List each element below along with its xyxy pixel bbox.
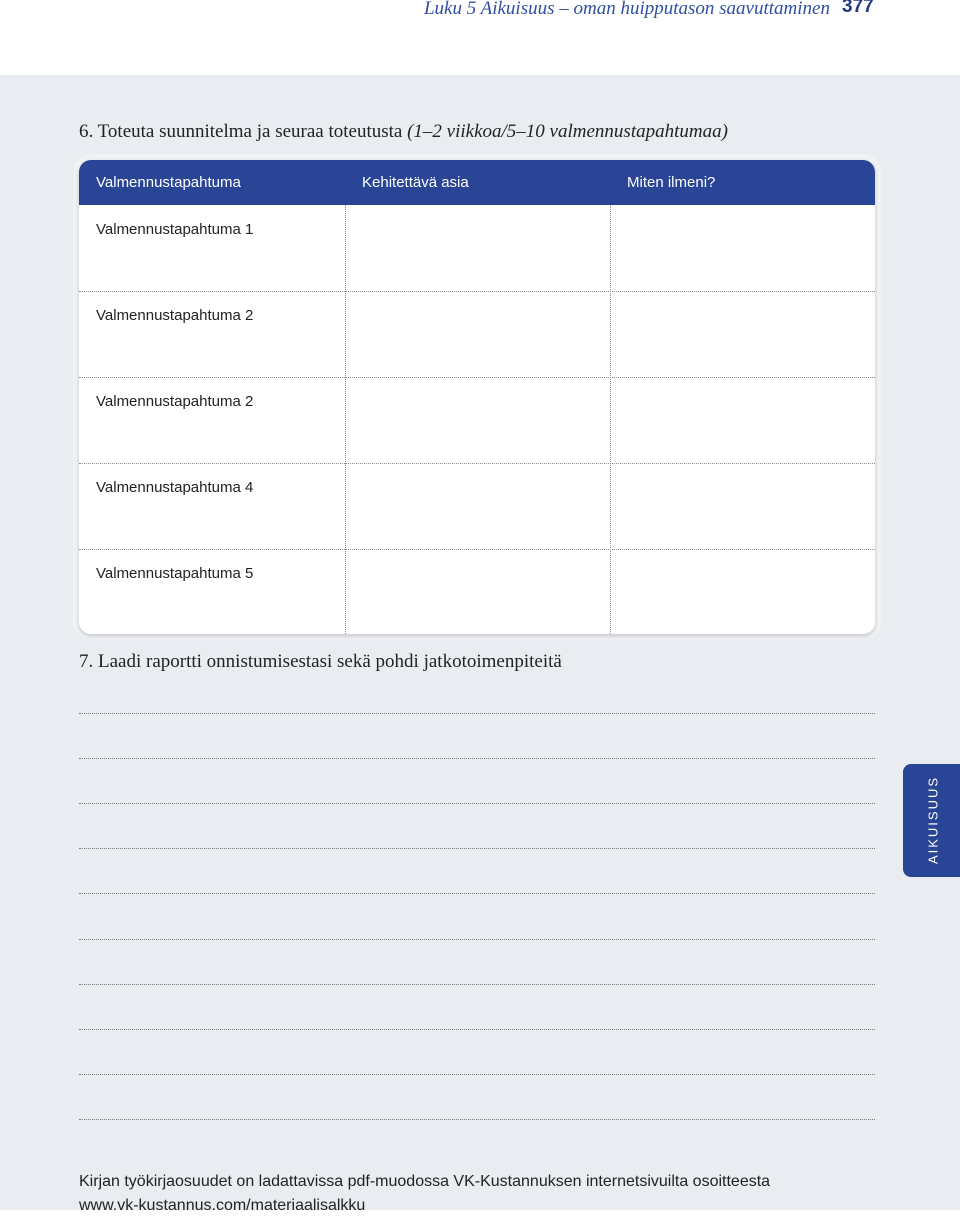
writing-line[interactable] bbox=[79, 1029, 875, 1030]
writing-line[interactable] bbox=[79, 893, 875, 894]
table-header-row bbox=[79, 160, 875, 205]
column-header-how-shown: Miten ilmeni? bbox=[627, 174, 716, 191]
section-6-title bbox=[79, 121, 728, 143]
column-header-issue: Kehitettävä asia bbox=[362, 174, 469, 191]
issue-cell-4[interactable] bbox=[347, 465, 609, 548]
row-label-event-1: Valmennustapahtuma 1 bbox=[96, 221, 254, 238]
issue-cell-1[interactable] bbox=[347, 206, 609, 290]
coaching-log-table bbox=[79, 160, 875, 634]
writing-line[interactable] bbox=[79, 803, 875, 804]
column-header-event: Valmennustapahtuma bbox=[96, 174, 241, 191]
chapter-side-tab bbox=[903, 764, 960, 877]
writing-line[interactable] bbox=[79, 1119, 875, 1120]
row-label-event-4: Valmennustapahtuma 4 bbox=[96, 479, 254, 496]
writing-line[interactable] bbox=[79, 758, 875, 759]
section-6-title-note: (1–2 viikkoa/5–10 valmennustapahtumaa) bbox=[407, 121, 728, 142]
section-6-title-main: 6. Toteuta suunnitelma ja seuraa toteutusta bbox=[79, 121, 408, 142]
how-shown-cell-2[interactable] bbox=[612, 293, 874, 376]
row-divider bbox=[79, 463, 875, 464]
column-divider bbox=[610, 205, 611, 634]
how-shown-cell-4[interactable] bbox=[612, 465, 874, 548]
row-divider bbox=[79, 291, 875, 292]
column-divider bbox=[345, 205, 346, 634]
writing-line[interactable] bbox=[79, 984, 875, 985]
issue-cell-5[interactable] bbox=[347, 551, 609, 634]
running-head: Luku 5 Aikuisuus – oman huipputason saavuttaminen bbox=[423, 0, 830, 19]
writing-line[interactable] bbox=[79, 848, 875, 849]
footer-url[interactable]: www.vk-kustannus.com/materiaalisalkku bbox=[79, 1197, 366, 1214]
footer-note bbox=[79, 1170, 939, 1218]
section-7-title: 7. Laadi raportti onnistumisestasi sekä pohdi jatkotoimenpiteitä bbox=[79, 651, 562, 672]
page-number: 377 bbox=[842, 0, 874, 17]
footer-line-1: Kirjan työkirjaosuudet on ladattavissa pdf-muodossa VK-Kustannuksen internetsivuilta osoitteesta bbox=[79, 1173, 771, 1190]
page-header bbox=[0, 0, 960, 75]
how-shown-cell-3[interactable] bbox=[612, 379, 874, 462]
how-shown-cell-5[interactable] bbox=[612, 551, 874, 634]
row-label-event-2: Valmennustapahtuma 2 bbox=[96, 307, 254, 324]
issue-cell-3[interactable] bbox=[347, 379, 609, 462]
row-divider bbox=[79, 377, 875, 378]
writing-line[interactable] bbox=[79, 1074, 875, 1075]
writing-line[interactable] bbox=[79, 713, 875, 714]
how-shown-cell-1[interactable] bbox=[612, 206, 874, 290]
writing-line[interactable] bbox=[79, 939, 875, 940]
row-label-event-5: Valmennustapahtuma 5 bbox=[96, 565, 254, 582]
row-divider bbox=[79, 549, 875, 550]
issue-cell-2[interactable] bbox=[347, 293, 609, 376]
side-tab-label: AIKUISUUS bbox=[925, 775, 941, 865]
row-label-event-3: Valmennustapahtuma 2 bbox=[96, 393, 254, 410]
